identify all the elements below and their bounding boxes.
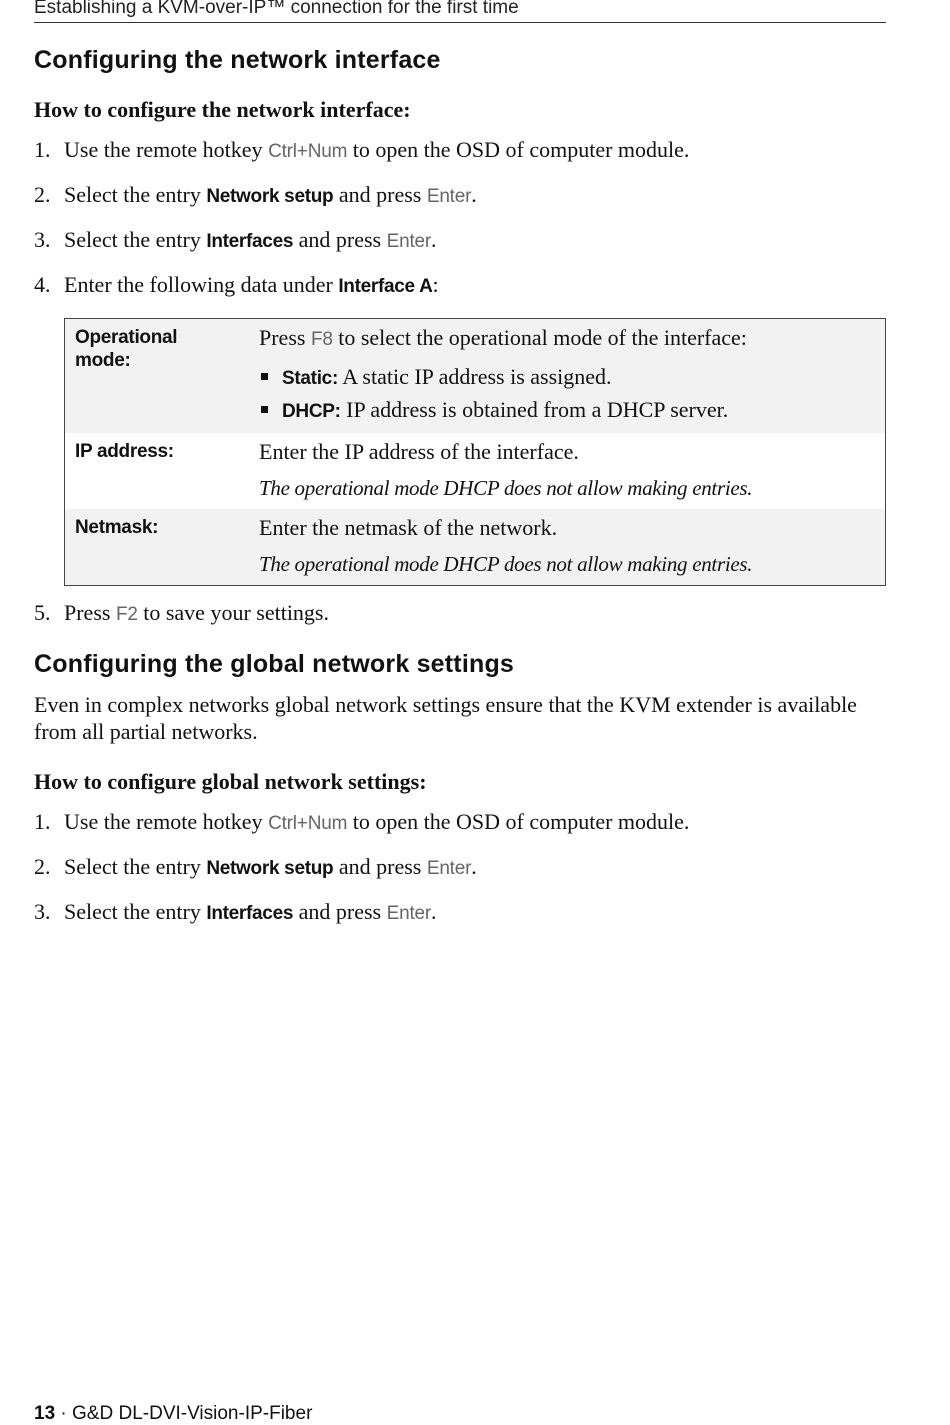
list-item: 3. Select the entry Interfaces and press Enter. — [34, 227, 437, 252]
bullet-item: Static: A static IP address is assigned. — [259, 362, 875, 394]
page-footer: 13 · G&D DL-DVI-Vision-IP-Fiber — [34, 1403, 313, 1424]
list-item: 1. Use the remote hotkey Ctrl+Num to open the OSD of computer module. — [34, 809, 690, 834]
key-name: F8 — [310, 329, 333, 350]
intro-paragraph: Even in complex networks global network settings ensure that the KVM extender is available from all partial networks. — [34, 692, 857, 744]
row-note: The operational mode DHCP does not allow making entries. — [259, 552, 753, 576]
product-name: G&D DL-DVI-Vision-IP-Fiber — [72, 1403, 313, 1424]
page-content — [34, 46, 886, 929]
row-label: Netmask: — [75, 517, 159, 538]
menu-entry: Interfaces — [206, 903, 294, 924]
section-heading-global-settings: Configuring the global network settings — [34, 650, 515, 678]
key-name: Enter — [386, 903, 432, 924]
list-item: 2. Select the entry Network setup and press Enter. — [34, 854, 477, 879]
hotkey: Ctrl+Num — [268, 141, 348, 162]
key-name: Enter — [426, 858, 472, 879]
list-item: 4. Enter the following data under Interface A: — [34, 272, 439, 297]
menu-entry: Network setup — [206, 186, 334, 207]
steps-list — [34, 135, 886, 302]
row-label: Operational mode: — [75, 327, 178, 371]
menu-entry: Interface A — [338, 276, 433, 297]
steps-list — [34, 807, 886, 929]
howto-heading: How to configure global network settings: — [34, 769, 427, 794]
table-row — [65, 509, 885, 585]
table-row — [65, 433, 885, 509]
howto-heading: How to configure the network interface: — [34, 97, 411, 122]
row-description: Press F8 to select the operational mode of the interface: Static: A static IP address is assigned. DHCP: IP address is obtained from a DHCP server. — [259, 323, 875, 427]
menu-entry: Interfaces — [206, 231, 294, 252]
bullet-square-icon — [261, 373, 268, 380]
settings-table — [64, 318, 886, 586]
row-description: Enter the netmask of the network. The operational mode DHCP does not allow making entries. — [259, 513, 875, 579]
row-description: Enter the IP address of the interface. The operational mode DHCP does not allow making entries. — [259, 437, 875, 503]
hotkey: Ctrl+Num — [268, 813, 348, 834]
list-item: 5. Press F2 to save your settings. — [34, 600, 329, 625]
key-name: Enter — [426, 186, 472, 207]
key-name: Enter — [386, 231, 432, 252]
key-name: F2 — [115, 604, 138, 625]
row-note: The operational mode DHCP does not allow making entries. — [259, 476, 753, 500]
running-header: Establishing a KVM-over-IP™ connection for the first time — [34, 0, 886, 23]
section-heading-network-interface: Configuring the network interface — [34, 46, 441, 74]
page-number: 13 — [34, 1403, 56, 1424]
bullet-square-icon — [261, 406, 268, 413]
list-item: 1. Use the remote hotkey Ctrl+Num to open the OSD of computer module. — [34, 137, 690, 162]
table-row — [65, 319, 885, 433]
list-item: 2. Select the entry Network setup and press Enter. — [34, 182, 477, 207]
list-item: 3. Select the entry Interfaces and press Enter. — [34, 899, 437, 924]
menu-entry: Network setup — [206, 858, 334, 879]
bullet-item: DHCP: IP address is obtained from a DHCP server. — [259, 395, 875, 427]
row-label: IP address: — [75, 441, 174, 462]
